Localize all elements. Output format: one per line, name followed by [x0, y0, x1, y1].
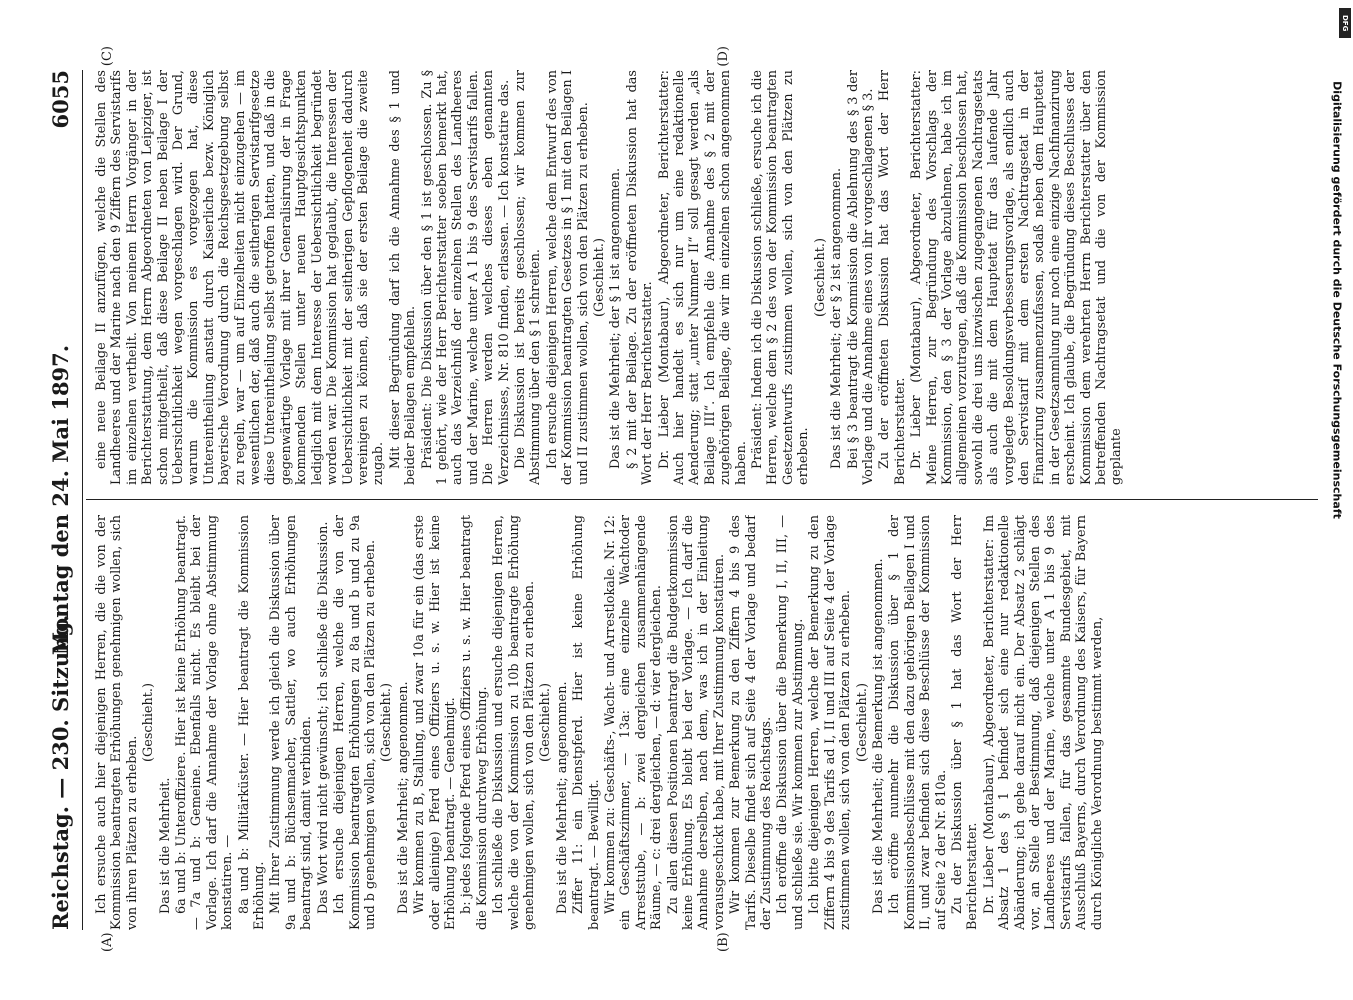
digitization-sidebar [1322, 0, 1352, 1000]
paragraph: Wir kommen zur Bemerkung zu den Ziffern 4 bis 9 des Tarifs. Dieselbe findet sich auf Seite 4 der Vorlage und bedarf der Zustimmung des Reichstags. [728, 515, 775, 930]
paragraph: b: jedes folgende Pferd eines Offiziers u. s. w. Hier beantragt die Kommission durchweg Erhöhung. [459, 515, 490, 930]
paragraph: Das ist die Mehrheit; angenommen. [554, 681, 570, 914]
column-divider [86, 499, 1318, 500]
paragraph: Zu der eröffneten Diskussion hat das Wort der Herr Berichterstatter. [877, 70, 908, 485]
paragraph: 6a und b: Unteroffiziere. Hier ist keine Erhöhung beantragt. — 7a und b: Gemeine. Ebenfalls nicht. Es bleibt bei der Vorlage. Ich darf die Annahme der Vorlage ohne Abstimmung konstatiren. — [174, 515, 236, 930]
paragraph: eine neue Beilage II anzufügen, welche die Stellen des Landheeres und der Marine nach den 9 Ziffern des Servistarifs im einzelnen vertheilt. Von meinem Herrn Vorgänger in der Berichterstattung, dem Herrn Abgeordneten von Leipziger, ist schon mitgetheilt, daß diese Beilage II neben Beilage I der Uebersichtlichkeit wegen vorgeschlagen wird. Der Grund, warum die Kommission es vorgezogen hat, diese Untereintheilung anstatt durch Kaiserliche bezw. Königlich bayerische Verordnung durch die Reichsgesetzgebung selbst zu regeln, war — um auf Einzelheiten nicht einzugehen — im wesentlichen der, daß auch die seitherigen Servistarifgesetze diese Untereintheilung selbst getroffen hatten, und daß in die gegenwärtige Vorlage mit ihrer Generalisirung der in Frage kommenden Stellen unter neuen Hauptgesichtspunkten lediglich mit dem Interesse der Uebersichtlichkeit begründet worden war. Die Kommission hat geglaubt, die Interessen der Uebersichtlichkeit mit der seitherigen Gepflogenheit dadurch vereinigen zu können, daß sie der ersten Beilage die zweite zugab. [94, 70, 387, 485]
header-rule [82, 70, 83, 930]
paragraph: Das ist die Mehrheit. [157, 777, 173, 914]
paragraph: Präsident: Die Diskussion über den § 1 ist geschlossen. Zu § 1 gehört, wie der Herr Berichterstatter soeben bemerkt hat, auch das Verzeichniß der einzelnen Stellen des Landheeres und der Marine, welche unter A 1 bis 9 des Servistarifs fallen. Die Herren werden welches dieses eben genannten Verzeichnisses, Nr. 810 finden, erlassen. — Ich konstatire das. [419, 70, 512, 485]
paragraph: Ich ersuche diejenigen Herren, welche dem Entwurf des von der Kommission beantragten Gesetzes in § 1 mit den Beilagen I und II zustimmen wollen, sich von den Plätzen zu erheben. [544, 70, 591, 485]
scanned-page [16, 40, 1336, 960]
header-date: Montag den 24. Mai 1897. [48, 344, 73, 656]
stage-direction: (Geschieht.) [379, 683, 395, 762]
margin-mark-c: (C) [100, 46, 115, 67]
stage-direction: (Geschieht.) [812, 238, 828, 317]
stage-direction: (Geschieht.) [592, 238, 607, 317]
paragraph: Mit Ihrer Zustimmung werde ich gleich die Diskussion über 9a und b: Büchsenmacher, Sattler, wo auch Erhöhungen beantragt sind, damit verbinden. [268, 515, 315, 930]
paragraph: Bei § 3 beantragt die Kommission die Ablehnung des § 3 der Vorlage und die Annahme eines von ihr vorgeschlagenen § 3. [845, 70, 876, 485]
paragraph: Zu der Diskussion über § 1 hat das Wort der Herr Berichterstatter. [949, 515, 981, 930]
paragraph: Zu allen diesen Positionen beantragt die Budgetkommission keine Erhöhung. Es bleibt bei der Vorlage. — Ich darf die Annahme derselben, nach dem, was ich in der Einleitung vorausgeschickt habe, mit Ihrer Zustimmung konstatiren. [665, 515, 727, 930]
paragraph: Ich bitte diejenigen Herren, welche der Bemerkung zu den Ziffern 4 bis 9 des Tarifs ad I, II und III auf Seite 4 der Vorlage zustimmen wollen, sich von den Plätzen zu erheben. [807, 515, 854, 930]
paragraph: Ziffer 11: ein Dienstpferd. Hier ist keine Erhöhung beantragt. — Bewilligt. [571, 515, 602, 930]
paragraph: § 2 mit der Beilage. Zu der eröffneten Diskussion hat das Wort der Herr Berichterstatter. [624, 70, 656, 485]
paragraph: Dr. Lieber (Montabaur), Abgeordneter, Berichterstatter: Im Absatz 1 des § 1 befindet sich eine nur redaktionelle Abänderung; ich gehe darauf nicht ein. Der Absatz 2 schlägt vor, an Stelle der Bestimmung, daß diejenigen Stellen des Landheeres und der Marine, welche unter A 1 bis 9 des Servistarifs fallen, für das gesammte Bundesgebiet, mit Ausschluß Bayerns, durch Verordnung des Kaisers, für Bayern durch Königliche Verordnung bestimmt werden, [981, 515, 1105, 930]
paragraph: Ich ersuche auch hier diejenigen Herren, die die von der Kommission beantragten Erhöhungen genehmigen wollen, sich von ihren Plätzen zu erheben. [94, 515, 140, 930]
paragraph: Ich schließe die Diskussion und ersuche diejenigen Herren, welche die von der Kommission zu 10b beantragte Erhöhung genehmigen wollen, sich von den Plätzen zu erheben. [491, 515, 537, 930]
dfg-logo: DFG [1339, 8, 1351, 38]
paragraph: Dr. Lieber (Montabaur), Abgeordneter, Berichterstatter: Auch hier handelt es sich nur um eine redaktionelle Aenderung; statt „unter Nummer II“ soll gesagt werden „als Beilage III“. Ich empfehle die Annahme des § 2 mit der zugehörigen Beilage, die wir im einzelnen schon angenommen haben. [656, 70, 749, 485]
stage-direction: (Geschieht.) [538, 683, 554, 762]
page-number: 6055 [48, 70, 73, 129]
paragraph: Ich eröffne nunmehr die Diskussion über § 1 der Kommissionsbeschlüsse mit den dazu gehörigen Beilagen I und II, und zwar befinden sich diese Beschlüsse der Kommission auf Seite 2 der Nr. 810a. [887, 515, 949, 930]
margin-mark-a: (A) [100, 932, 115, 952]
paragraph: Das Wort wird nicht gewünscht; ich schließe die Diskussion. [315, 521, 331, 914]
paragraph: Das ist die Mehrheit; die Bemerkung ist angenommen. [870, 558, 886, 914]
paragraph: Das ist die Mehrheit; der § 2 ist angenommen. [829, 167, 845, 469]
digitization-credit: Digitalisierung gefördert durch die Deutsche Forschungsgemeinschaft [1330, 81, 1344, 519]
margin-mark-d: (D) [716, 46, 731, 67]
paragraph: Ich eröffne die Diskussion über die Bemerkung I, II, III, — und schließe sie. Wir kommen zur Abstimmung. [775, 515, 806, 930]
paragraph: Das ist die Mehrheit; der § 1 ist angenommen. [608, 167, 624, 469]
paragraph: Präsident: Indem ich die Diskussion schließe, ersuche ich die Herren, welche dem § 2 des von der Kommission beantragten Gesetzentwurfs zustimmen wollen, sich von den Plätzen zu erheben. [750, 70, 812, 485]
paragraph: Wir kommen zu B, Stallung, und zwar 10a für ein (das erste oder alleinige) Pferd eines Offiziers u. s. w. Hier ist keine Erhöhung beantragt. — Genehmigt. [412, 515, 458, 930]
paragraph: Die Diskussion ist bereits geschlossen; wir kommen zur Abstimmung über den § 1 schreiten. [512, 70, 544, 485]
paragraph: Mit dieser Begründung darf ich die Annahme des § 1 und beider Beilagen empfehlen. [387, 70, 419, 485]
margin-mark-b: (B) [716, 932, 731, 952]
paragraph: Ich ersuche diejenigen Herren, welche die von der Kommission beantragten Erhöhungen zu 8a und b und zu 9a und b genehmigen wollen, sich von den Plätzen zu erheben. [332, 515, 378, 930]
stage-direction: (Geschieht.) [141, 683, 157, 762]
paragraph: Das ist die Mehrheit; angenommen. [395, 681, 411, 914]
left-text-column [94, 515, 1324, 930]
page-header [48, 70, 84, 930]
stage-direction: (Geschieht.) [854, 683, 870, 762]
paragraph: 8a und b: Militärküster. — Hier beantragt die Kommission Erhöhung. [236, 515, 268, 930]
paragraph: Wir kommen zu: Geschäfts-, Wacht- und Arrestlokale. Nr. 12: ein Geschäftszimmer, — 13a: eine einzelne Wachtoder Arreststube, — b: zwei dergleichen zusammenhängende Räume, — c: drei dergleichen, — d: vier dergleichen. [603, 515, 665, 930]
right-text-column [94, 70, 1324, 485]
paragraph: Dr. Lieber (Montabaur), Abgeordneter, Berichterstatter: Meine Herren, zur Begründung des Vorschlags der Kommission, den § 3 der Vorlage abzulehnen, habe ich im allgemeinen vorzutragen, daß die Kommission beschlossen hat, sowohl die drei uns inzwischen zugegangenen Nachtragsetats als auch die mit dem Hauptetat für das laufende Jahr vorgelegte Besoldungsverbesserungsvorlage, als endlich auch den Servistarif mit dem ersten Nachtragsetat in der Finanzirung zusammenzufassen, sodaß neben dem Hauptetat in der Gesetzsammlung nur noch eine einzige Nachfinanzirung erscheint. Ich glaube, die Begründung dieses Beschlusses der Kommission dem verehrten Herrn Berichterstatter über den betreffenden Nachtragsetat und die von der Kommission geplante [909, 70, 1125, 485]
header-left: Reichstag. — 230. Sitzung. [48, 614, 73, 930]
